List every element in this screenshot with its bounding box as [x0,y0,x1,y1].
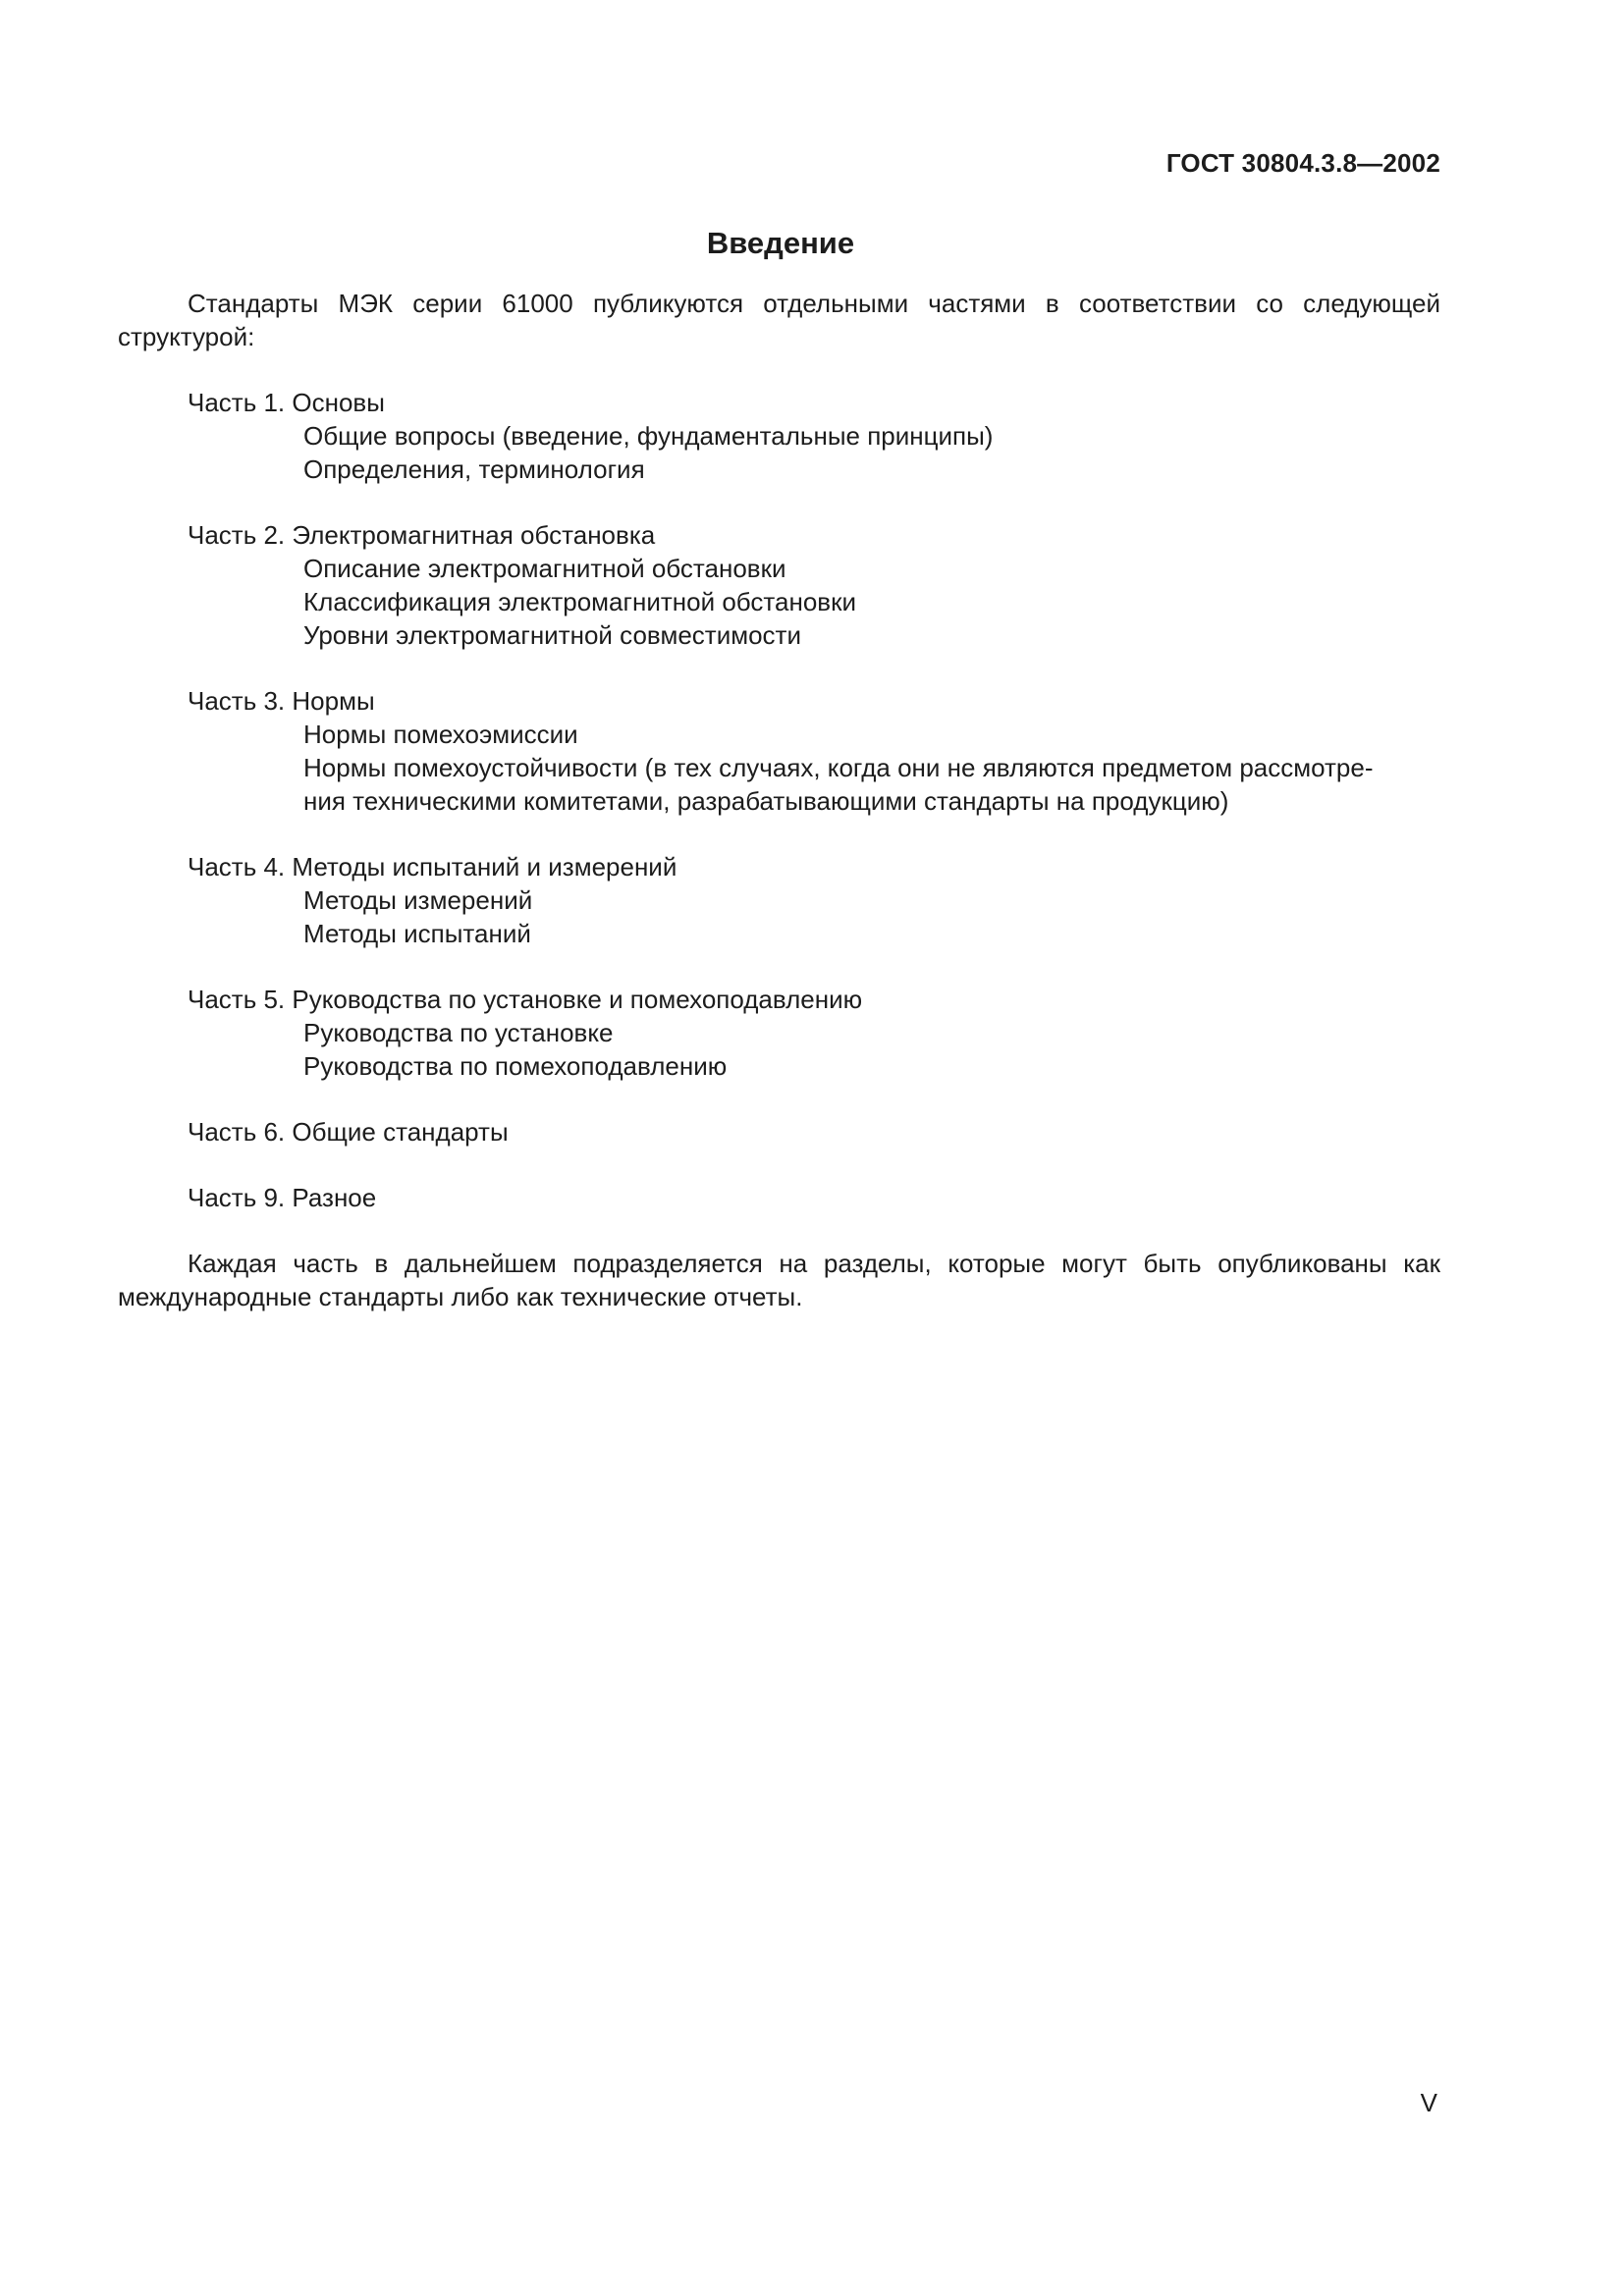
part-sub-item: Описание электромагнитной обстановки [303,554,786,583]
part-sub-item: Классификация электромагнитной обстановки [303,587,856,616]
part-title: Часть 6. Общие стандарты [188,1117,509,1147]
part-2 [118,518,1440,652]
part-sub-item: Нормы помехоустойчивости (в тех случаях, когда они не являются предметом рассмотре- [303,753,1374,782]
intro-paragraph: Стандарты МЭК серии 61000 публикуются отдельными частями в соответствии со следующей структурой: [118,289,1440,351]
part-sub-item: Общие вопросы (введение, фундаментальные принципы) [303,421,994,451]
part-5 [118,983,1440,1083]
parts-list [118,386,1440,1214]
part-9 [118,1181,1440,1214]
part-sub-item: Нормы помехоэмиссии [303,720,578,749]
part-sub-item: Методы испытаний [303,919,531,948]
section-body [118,287,1440,1313]
part-title: Часть 4. Методы испытаний и измерений [188,852,677,881]
document-code: ГОСТ 30804.3.8—2002 [1165,148,1440,178]
part-title: Часть 5. Руководства по установке и помехоподавлению [188,985,863,1014]
section-title: Введение [706,226,855,260]
page-number: V [1420,2088,1437,2117]
part-sub-item: Уровни электромагнитной совместимости [303,620,801,650]
part-4 [118,850,1440,950]
part-1 [118,386,1440,486]
part-sub-item: Методы измерений [303,885,533,915]
part-title: Часть 3. Нормы [188,686,375,716]
part-sub-item: Руководства по помехоподавлению [303,1051,728,1081]
part-sub-item: Руководства по установке [303,1018,614,1047]
part-title: Часть 9. Разное [188,1183,377,1212]
outro-paragraph: Каждая часть в дальнейшем подразделяется на разделы, которые могут быть опубликованы как международные стандарты либо как технические отчеты. [118,1249,1440,1311]
part-title: Часть 1. Основы [188,388,385,417]
part-sub-item: ния техническими комитетами, разрабатывающими стандарты на продукцию) [303,786,1229,816]
part-title: Часть 2. Электромагнитная обстановка [188,520,656,550]
part-3 [118,684,1440,818]
part-6 [118,1115,1440,1148]
part-sub-item: Определения, терминология [303,454,645,484]
